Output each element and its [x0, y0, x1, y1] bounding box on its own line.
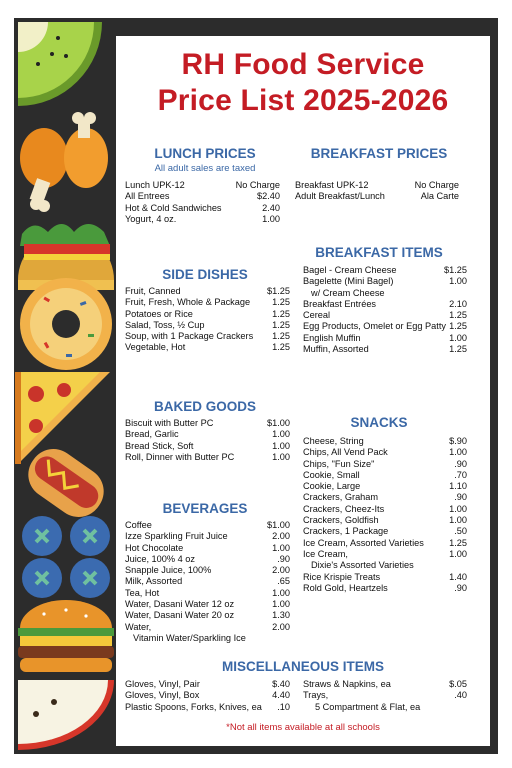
misc-item-name: Trays, — [303, 690, 329, 701]
beverage-item — [125, 588, 290, 599]
snack-item — [303, 560, 467, 571]
snack-item-price: 1.00 — [449, 548, 467, 559]
snack-item — [303, 583, 467, 594]
snack-item-price: 1.10 — [449, 481, 467, 492]
beverage-item-name: Hot Chocolate — [125, 542, 184, 553]
misc-item — [303, 702, 467, 713]
kiwi-slice-icon — [18, 22, 102, 106]
beverage-item — [125, 633, 290, 644]
snack-item-price: .90 — [454, 582, 467, 593]
beverage-item — [125, 543, 290, 554]
page-title-line-2: Price List 2025-2026 — [157, 84, 449, 117]
breakfast-item — [303, 265, 467, 276]
snack-item-name: Crackers, Graham — [303, 492, 379, 503]
breakfast-item — [303, 344, 467, 355]
misc-item-price: 4.40 — [272, 690, 290, 701]
baked-goods-heading: BAKED GOODS — [153, 399, 256, 414]
breakfast-item-name: Breakfast Entrées — [303, 298, 377, 309]
baked-good-item-name: Biscuit with Butter PC — [125, 418, 214, 428]
breakfast-item-price: 2.10 — [449, 298, 467, 309]
beverage-item-name: Snapple Juice, 100% — [125, 565, 212, 576]
hot-dog-icon — [19, 440, 113, 527]
side-dish-item-price: 1.25 — [272, 308, 290, 319]
snack-item-name: Crackers, Goldfish — [303, 515, 379, 526]
lunch-item-price: $2.40 — [257, 191, 280, 202]
breakfast-item-price: 1.25 — [449, 344, 467, 355]
breakfast-item-price: $1.25 — [444, 265, 467, 275]
miscellaneous-items-heading: MISCELLANEOUS ITEMS — [221, 659, 384, 674]
snack-item — [303, 447, 467, 458]
burger-icon — [18, 600, 114, 672]
beverage-item-price: 1.00 — [272, 542, 290, 553]
lunch-item-name: All Entrees — [125, 191, 170, 202]
miscellaneous-items-right-list — [303, 679, 467, 713]
beverage-item-price: .65 — [277, 576, 290, 587]
snack-item-price: .90 — [454, 458, 467, 469]
lunch-item-name: Lunch UPK-12 — [125, 180, 185, 190]
availability-footnote: *Not all items available at all schools — [226, 722, 380, 733]
misc-item-name: Straws & Napkins, ea — [303, 679, 391, 689]
breakfast-price-item-price: No Charge — [414, 180, 459, 190]
beverage-item-price: 2.00 — [272, 565, 290, 576]
side-dish-item — [125, 309, 290, 320]
food-illustration-column — [14, 18, 116, 754]
lunch-prices-heading: LUNCH PRICES — [154, 146, 256, 161]
breakfast-item-price: 1.00 — [449, 332, 467, 343]
snack-item-name: Dixie's Assorted Varieties — [311, 560, 414, 571]
beverage-item-price: 1.30 — [272, 610, 290, 621]
misc-item-name: Gloves, Vinyl, Pair — [125, 679, 200, 689]
beverage-item — [125, 520, 290, 531]
snack-item-price: .70 — [454, 469, 467, 480]
breakfast-item-name: w/ Cream Cheese — [311, 287, 385, 298]
lunch-item-price: 2.40 — [262, 202, 280, 213]
breakfast-items-list — [303, 265, 467, 355]
breakfast-price-item — [295, 191, 459, 202]
breakfast-item-name: Cereal — [303, 310, 331, 321]
lunch-item — [125, 214, 280, 225]
breakfast-item-name: Muffin, Assorted — [303, 344, 369, 355]
snack-item-price: 1.25 — [449, 537, 467, 548]
breakfast-prices-list — [295, 180, 459, 203]
misc-item-price: .40 — [454, 690, 467, 701]
misc-item-price: $.40 — [272, 679, 290, 689]
snack-item-price: 1.00 — [449, 447, 467, 458]
misc-item — [125, 702, 290, 713]
misc-item-price: $.05 — [449, 679, 467, 689]
beverages-heading: BEVERAGES — [162, 501, 248, 516]
beverage-item-price: $1.00 — [267, 520, 290, 530]
breakfast-item — [303, 299, 467, 310]
blueberries-icon — [22, 516, 110, 598]
side-dish-item — [125, 297, 290, 308]
baked-goods-list — [125, 418, 290, 463]
misc-item-name: Plastic Spoons, Forks, Knives, ea — [125, 701, 262, 712]
baked-good-item-name: Bread, Garlic — [125, 429, 179, 440]
snack-item — [303, 572, 467, 583]
breakfast-item-name: Bagel - Cream Cheese — [303, 265, 397, 275]
beverage-item — [125, 622, 290, 633]
breakfast-item — [303, 333, 467, 344]
snack-item-price: 1.00 — [449, 515, 467, 526]
breakfast-item-name: English Muffin — [303, 332, 361, 343]
side-dish-item-price: 1.25 — [272, 297, 290, 308]
chicken-drumstick-icon — [20, 112, 108, 212]
misc-item-name: 5 Compartment & Flat, ea — [315, 701, 421, 712]
beverage-item — [125, 531, 290, 542]
breakfast-prices-heading: BREAKFAST PRICES — [310, 146, 448, 161]
baked-good-item-name: Roll, Dinner with Butter PC — [125, 451, 235, 462]
snack-item-price: .90 — [454, 492, 467, 503]
baked-good-item-price: 1.00 — [272, 451, 290, 462]
side-dish-item-price: 1.25 — [272, 342, 290, 353]
snack-item — [303, 526, 467, 537]
beverages-list — [125, 520, 290, 644]
snack-item-name: Chips, "Fun Size" — [303, 458, 375, 469]
side-dish-item-name: Vegetable, Hot — [125, 342, 186, 353]
lunch-item — [125, 203, 280, 214]
snack-item-name: Rold Gold, Heartzels — [303, 582, 388, 593]
breakfast-item-price: 1.25 — [449, 310, 467, 321]
lunch-item — [125, 191, 280, 202]
beverage-item-price: .90 — [277, 553, 290, 564]
snack-item-price: 1.40 — [449, 571, 467, 582]
snack-item — [303, 470, 467, 481]
side-dish-item-name: Soup, with 1 Package Crackers — [125, 331, 254, 342]
side-dishes-list — [125, 286, 290, 354]
beverage-item-name: Water, Dasani Water 20 oz — [125, 610, 235, 621]
breakfast-items-heading: BREAKFAST ITEMS — [315, 245, 443, 260]
page-title-line-1: RH Food Service — [181, 48, 425, 81]
snacks-heading: SNACKS — [350, 415, 408, 430]
breakfast-price-item — [295, 180, 459, 191]
snack-item-name: Cheese, String — [303, 436, 364, 446]
snack-item-price: 1.00 — [449, 503, 467, 514]
lunch-item — [125, 180, 280, 191]
beverage-item — [125, 565, 290, 576]
baked-good-item — [125, 441, 290, 452]
breakfast-item-price: 1.00 — [449, 276, 467, 287]
side-dish-item-name: Fruit, Fresh, Whole & Package — [125, 297, 251, 308]
snack-item-name: Ice Cream, — [303, 548, 348, 559]
side-dishes-heading: SIDE DISHES — [162, 267, 248, 282]
beverage-item — [125, 610, 290, 621]
beverage-item-name: Vitamin Water/Sparkling Ice — [133, 632, 246, 643]
miscellaneous-items-left-list — [125, 679, 290, 713]
side-dish-item-price: $1.25 — [267, 286, 290, 296]
lunch-item-name: Hot & Cold Sandwiches — [125, 202, 222, 213]
lunch-item-name: Yogurt, 4 oz. — [125, 213, 177, 224]
snack-item-price: $.90 — [449, 436, 467, 446]
side-dish-item — [125, 320, 290, 331]
beverage-item — [125, 554, 290, 565]
snack-item-name: Crackers, Cheez-Its — [303, 503, 385, 514]
snack-item-name: Chips, All Vend Pack — [303, 447, 388, 458]
baked-good-item-name: Bread Stick, Soft — [125, 440, 194, 451]
snacks-list — [303, 436, 467, 594]
snack-item — [303, 538, 467, 549]
side-dish-item — [125, 342, 290, 353]
baked-good-item-price: 1.00 — [272, 429, 290, 440]
beverage-item-name: Tea, Hot — [125, 587, 160, 598]
side-dish-item — [125, 331, 290, 342]
misc-item — [125, 679, 290, 690]
snack-item — [303, 481, 467, 492]
beverage-item-name: Juice, 100% 4 oz — [125, 553, 195, 564]
breakfast-item — [303, 288, 467, 299]
breakfast-item — [303, 321, 467, 332]
snack-item — [303, 492, 467, 503]
donut-icon — [20, 278, 112, 370]
misc-item — [303, 679, 467, 690]
side-dish-item — [125, 286, 290, 297]
snack-item-name: Cookie, Small — [303, 469, 360, 480]
breakfast-price-item-price: Ala Carte — [420, 191, 459, 202]
breakfast-price-item-name: Breakfast UPK-12 — [295, 180, 369, 190]
snack-item-price: .50 — [454, 526, 467, 537]
lunch-prices-list — [125, 180, 280, 225]
lunch-item-price: No Charge — [235, 180, 280, 190]
snack-item — [303, 549, 467, 560]
baked-good-item-price: $1.00 — [267, 418, 290, 428]
side-dish-item-name: Potatoes or Rice — [125, 308, 193, 319]
misc-item-name: Gloves, Vinyl, Box — [125, 690, 200, 701]
snack-item-name: Cookie, Large — [303, 481, 361, 492]
lunch-item-price: 1.00 — [262, 213, 280, 224]
lunch-tax-note: All adult sales are taxed — [154, 163, 256, 174]
pizza-slice-icon — [18, 372, 110, 464]
beverage-item-name: Izze Sparkling Fruit Juice — [125, 531, 228, 542]
snack-item — [303, 504, 467, 515]
snack-item — [303, 459, 467, 470]
side-dish-item-name: Salad, Toss, ½ Cup — [125, 319, 205, 330]
side-dish-item-price: 1.25 — [272, 319, 290, 330]
breakfast-price-item-name: Adult Breakfast/Lunch — [295, 191, 385, 202]
beverage-item-name: Coffee — [125, 520, 152, 530]
baked-good-item-price: 1.00 — [272, 440, 290, 451]
breakfast-item-name: Bagelette (Mini Bagel) — [303, 276, 394, 287]
beverage-item-price: 2.00 — [272, 531, 290, 542]
beverage-item-name: Water, Dasani Water 12 oz — [125, 599, 235, 610]
apple-slice-icon — [18, 680, 114, 750]
beverage-item-price: 1.00 — [272, 587, 290, 598]
misc-item — [125, 690, 290, 701]
snack-item-name: Ice Cream, Assorted Varieties — [303, 537, 424, 548]
breakfast-item-name: Egg Products, Omelet or Egg Patty — [303, 321, 446, 332]
breakfast-item-price: 1.25 — [449, 321, 467, 332]
snack-item-name: Crackers, 1 Package — [303, 526, 389, 537]
beverage-item-price: 1.00 — [272, 599, 290, 610]
baked-good-item — [125, 418, 290, 429]
baked-good-item — [125, 429, 290, 440]
side-dish-item-name: Fruit, Canned — [125, 286, 181, 296]
baked-good-item — [125, 452, 290, 463]
snack-item — [303, 436, 467, 447]
snack-item — [303, 515, 467, 526]
beverage-item-price: 2.00 — [272, 621, 290, 632]
misc-item-price: .10 — [277, 701, 290, 712]
breakfast-item — [303, 276, 467, 287]
beverage-item — [125, 599, 290, 610]
beverage-item — [125, 576, 290, 587]
snack-item-name: Rice Krispie Treats — [303, 571, 381, 582]
misc-item — [303, 690, 467, 701]
beverage-item-name: Milk, Assorted — [125, 576, 183, 587]
beverage-item-name: Water, — [125, 621, 152, 632]
side-dish-item-price: 1.25 — [272, 331, 290, 342]
breakfast-item — [303, 310, 467, 321]
